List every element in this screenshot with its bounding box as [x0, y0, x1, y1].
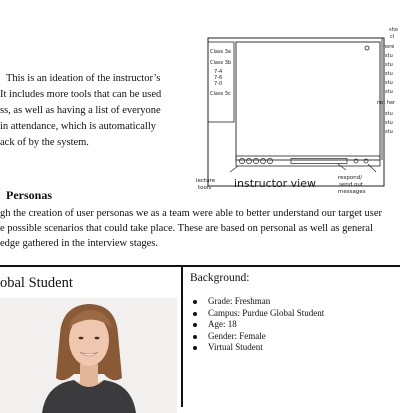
- class-list-item: Class 3b: [210, 60, 232, 66]
- background-heading: Background:: [190, 272, 250, 284]
- persona-details: [190, 296, 324, 354]
- detail-item: Age: 18: [190, 319, 324, 331]
- lecture-tool-icon: [246, 158, 251, 163]
- description-line: It includes more tools that can be used: [0, 89, 162, 100]
- persona-name: obal Student: [0, 275, 73, 291]
- attendance-entry: stu: [385, 53, 393, 59]
- personas-intro: [0, 206, 400, 251]
- attendance-entry: not her: [377, 100, 396, 106]
- attendance-entry: stu: [385, 129, 393, 135]
- persona-photo: [0, 298, 177, 413]
- description-line: This is an ideation of the instructor’s: [6, 73, 161, 84]
- description-line: ss, as well as having a list of everyone: [0, 105, 161, 116]
- class-list-item: Class 3a: [210, 49, 231, 55]
- respond-label: send out: [339, 182, 363, 188]
- lecture-tool-icon: [260, 158, 265, 163]
- attendance-entry: stu: [385, 80, 393, 86]
- description-line: in attendance, which is automatically: [0, 121, 156, 132]
- detail-item: Gender: Female: [190, 331, 324, 343]
- lecture-tool-icon: [253, 158, 258, 163]
- attendance-entry: stu: [385, 120, 393, 126]
- side-label: sho: [389, 27, 398, 33]
- section-heading: Personas: [6, 188, 52, 202]
- attendance-entry: stu: [385, 89, 393, 95]
- class-list-item: 7-0: [214, 81, 223, 87]
- column-divider: [181, 267, 183, 407]
- attendance-entry: here: [383, 44, 395, 50]
- instructor-view-label: instructor view: [234, 177, 317, 190]
- detail-item: Virtual Student: [190, 342, 324, 354]
- class-list-item: Class 3c: [210, 91, 231, 97]
- sketch-drawing: [196, 22, 400, 200]
- intro-line: gh the creation of user personas we as a team were able to better understand our target user: [0, 208, 383, 219]
- respond-label: messages: [338, 189, 366, 195]
- intro-line: e possible scenarios that could take place. These are based on personal as well as general: [0, 223, 373, 234]
- attendance-entry: stu: [385, 111, 393, 117]
- lecture-tool-icon: [267, 158, 272, 163]
- side-label: cl: [390, 34, 395, 40]
- class-list-item: 7-4: [214, 69, 223, 75]
- instructor-view-description: [0, 71, 200, 151]
- attendance-entry: stu: [385, 71, 393, 77]
- intro-line: edge gathered in the interview stages.: [0, 238, 159, 249]
- lecture-tools-label: lecture: [196, 178, 216, 184]
- detail-item: Campus: Purdue Global Student: [190, 308, 324, 320]
- attendance-entry: stu: [385, 62, 393, 68]
- class-list-item: 7-6: [214, 75, 223, 81]
- persona-portrait-image: [0, 298, 177, 413]
- lecture-tool-icon: [239, 158, 244, 163]
- instructor-view-sketch: [196, 22, 400, 200]
- message-bar: [291, 159, 347, 164]
- respond-label: respond/: [338, 175, 363, 181]
- record-indicator-icon: [365, 46, 369, 50]
- detail-item: Grade: Freshman: [190, 296, 324, 308]
- lecture-tools-label: tools: [198, 185, 212, 191]
- description-line: ack of by the system.: [0, 137, 89, 148]
